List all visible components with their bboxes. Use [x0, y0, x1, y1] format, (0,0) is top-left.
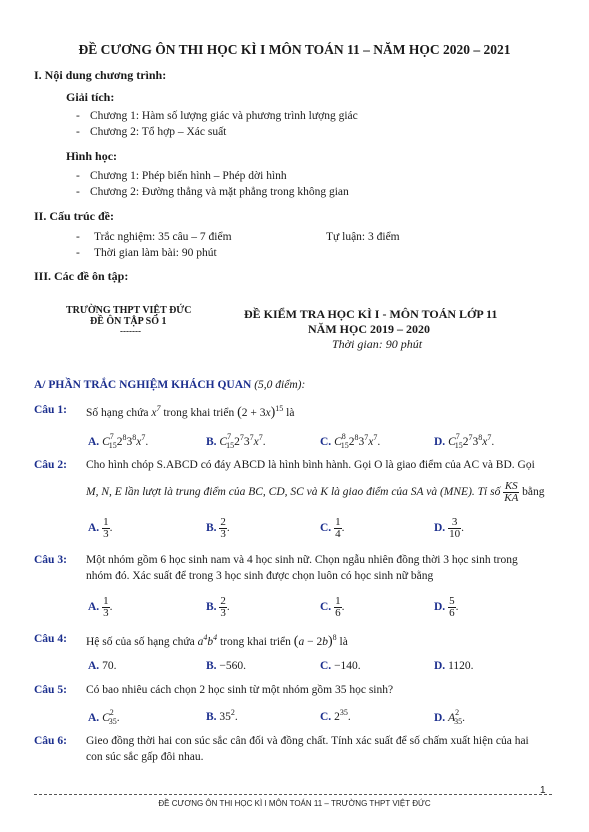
list-item: Chương 2: Đường thẳng và mặt phẳng trong không gian: [90, 186, 349, 198]
math-expression: $(a - 2b)^8$: [293, 633, 337, 649]
option-d[interactable]: D. $A^2_{35}$.: [434, 708, 465, 727]
school-name: TRƯỜNG THPT VIỆT ĐỨC: [66, 305, 192, 316]
list-item: Thời gian làm bài: 90 phút: [94, 247, 217, 259]
question-2-line-2: M, N, E lần lượt là trung điểm của BC, CD, SC và K là giao điểm của SA và (MNE). Tỉ số $\frac{KS}{KA}$ bằng: [86, 480, 545, 504]
exam-title: ĐỀ KIỂM TRA HỌC KÌ I - MÔN TOÁN LỚP 11: [244, 307, 498, 321]
question-5-label: Câu 5:: [34, 684, 67, 696]
list-item: Trắc nghiệm: 35 câu – 7 điểm: [94, 231, 232, 243]
question-3-line-1: Một nhóm gồm 6 học sinh nam và 4 học sinh nữ. Chọn ngẫu nhiên đồng thời 3 học sinh trong: [86, 554, 518, 566]
option-b[interactable]: B. $35^2$.: [206, 708, 238, 723]
list-item: Chương 1: Hàm số lượng giác và phương trình lượng giác: [90, 110, 358, 122]
exam-set-dashes: -------: [120, 326, 141, 336]
section-3-heading: III. Các đề ôn tập:: [34, 269, 129, 283]
part-a-title: A/ PHẦN TRẮC NGHIỆM KHÁCH QUAN: [34, 379, 252, 391]
section-2-heading: II. Cấu trúc đề:: [34, 209, 114, 223]
option-b[interactable]: B. $\frac{2}{3}$ .: [206, 595, 230, 619]
option-a[interactable]: A. $C^2_{35}$.: [88, 708, 120, 727]
question-1-label: Câu 1:: [34, 404, 67, 416]
option-c[interactable]: C. $\frac{1}{6}$ .: [320, 595, 345, 619]
math-expression: $(2 + 3x)^{15}$: [237, 404, 284, 420]
question-5-line-1: Có bao nhiêu cách chọn 2 học sinh từ một nhóm gồm 35 học sinh?: [86, 684, 394, 696]
answer-row: [88, 432, 558, 451]
question-6-line-1: Gieo đồng thời hai con súc sắc cân đối và đồng chất. Tính xác suất để số chấm xuất hiện của hai: [86, 735, 529, 747]
question-6-line-2: con súc sắc gấp đôi nhau.: [86, 751, 204, 763]
bullet-dash: -: [76, 247, 80, 259]
option-b[interactable]: B. −560.: [206, 660, 247, 672]
answer-row: [88, 660, 558, 676]
page-number: 1: [540, 785, 546, 796]
answer-row: [88, 708, 558, 727]
hinhhoc-heading: Hình học:: [66, 149, 118, 163]
part-a-heading: [34, 379, 305, 391]
exam-year: NĂM HỌC 2019 – 2020: [308, 322, 430, 336]
question-3-line-2: nhóm đó. Xác suất để trong 3 học sinh được chọn luôn có học sinh nữ bằng: [86, 570, 434, 582]
bullet-dash: -: [76, 231, 80, 243]
exam-time: Thời gian: 90 phút: [332, 337, 423, 351]
answer-row: [88, 517, 558, 543]
math-term: $a^4b^4$: [197, 633, 218, 648]
question-4-text: Hệ số của số hạng chứa $a^4b^4$ trong khai triển $(a - 2b)^8$ là: [86, 633, 348, 649]
option-a[interactable]: A. 70.: [88, 660, 117, 672]
bullet-dash: -: [76, 126, 80, 138]
option-d[interactable]: D. 1120.: [434, 660, 474, 672]
question-2-label: Câu 2:: [34, 459, 67, 471]
question-4-label: Câu 4:: [34, 633, 67, 645]
question-2-line-1: Cho hình chóp S.ABCD có đáy ABCD là hình bình hành. Gọi O là giao điểm của AC và BD. Gọi: [86, 459, 535, 471]
exam-set: ĐỀ ÔN TẬP SỐ 1: [90, 316, 167, 327]
answer-row: [88, 596, 558, 622]
question-6-label: Câu 6:: [34, 735, 67, 747]
option-c[interactable]: C. $C^8_{15}2^83^7x^7$.: [320, 432, 381, 451]
essay-points: Tự luận: 3 điểm: [326, 231, 400, 243]
option-c[interactable]: C. $2^{35}$.: [320, 708, 351, 723]
question-1-text: Số hạng chứa $x^7$ trong khai triển $(2 + 3x)^{15}$ là: [86, 404, 295, 420]
bullet-dash: -: [76, 170, 80, 182]
option-b[interactable]: B. $C^7_{15}2^73^7x^7$.: [206, 432, 266, 451]
section-1-heading: I. Nội dung chương trình:: [34, 68, 167, 82]
list-item: Chương 2: Tổ hợp – Xác suất: [90, 126, 227, 138]
question-3-label: Câu 3:: [34, 554, 67, 566]
giaitich-heading: Giải tích:: [66, 90, 115, 104]
math-term: $x^7$: [151, 404, 161, 419]
option-a[interactable]: A. $C^7_{15}2^83^8x^7$.: [88, 432, 149, 451]
bullet-dash: -: [76, 110, 80, 122]
part-a-points: (5,0 điểm):: [254, 379, 306, 391]
list-item: Chương 1: Phép biến hình – Phép dời hình: [90, 170, 287, 182]
document-title: ĐỀ CƯƠNG ÔN THI HỌC KÌ I MÔN TOÁN 11 – NĂM HỌC 2020 – 2021: [78, 42, 511, 57]
option-c[interactable]: C. $\frac{1}{4}$ .: [320, 516, 345, 540]
option-a[interactable]: A. $\frac{1}{3}$ .: [88, 595, 113, 619]
option-b[interactable]: B. $\frac{2}{3}$ .: [206, 516, 230, 540]
bullet-dash: -: [76, 186, 80, 198]
option-d[interactable]: D. $C^7_{15}2^73^8x^7$.: [434, 432, 495, 451]
page-footer: ĐỀ CƯƠNG ÔN THI HỌC KÌ I MÔN TOÁN 11 – TRƯỜNG THPT VIỆT ĐỨC: [158, 799, 431, 808]
option-a[interactable]: A. $\frac{1}{3}$ .: [88, 516, 113, 540]
footer-divider: [34, 794, 552, 795]
option-d[interactable]: D. $\frac{3}{10}$ .: [434, 516, 464, 540]
ratio-fraction: $\frac{KS}{KA}$: [504, 480, 519, 504]
option-d[interactable]: D. $\frac{5}{6}$ .: [434, 595, 459, 619]
option-c[interactable]: C. −140.: [320, 660, 361, 672]
